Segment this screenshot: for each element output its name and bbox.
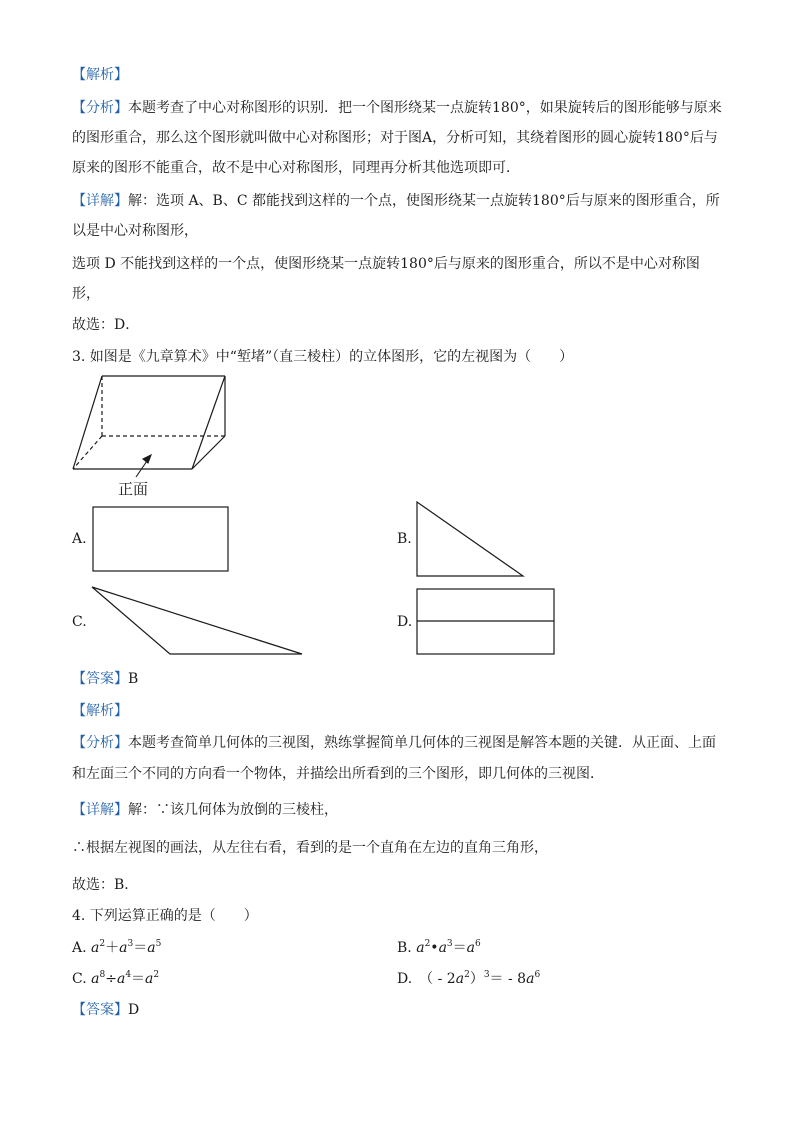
fenxi-line-1 <box>72 98 722 118</box>
answer-line: 故选：D． <box>72 317 140 333</box>
q3-fenxi-line-2: 和左面三个不同的方向看一个物体，并描绘出所看到的三个图形，即几何体的三视图． <box>72 766 604 782</box>
var: a <box>466 940 476 956</box>
q4-stem: 4. 下列运算正确的是（ ） <box>72 908 258 924</box>
q4-option-b-label: B. <box>397 940 417 956</box>
op: ÷ <box>105 971 117 987</box>
exp: 6 <box>534 970 541 980</box>
eq: ＝ <box>133 940 148 956</box>
q4-option-c-label: C. <box>72 971 92 987</box>
q4-option-d <box>397 968 540 988</box>
exp: 2 <box>424 939 431 949</box>
q3-fenxi-text-1: 本题考查简单几何体的三视图，熟练掌握简单几何体的三视图是解答本题的关键．从正面、上面 <box>128 735 716 751</box>
xiangjie-text-1: 解：选项 A、B、C 都能找到这样的一个点，使图形绕某一点旋转180°后与原来的图形重合，所 <box>128 193 720 209</box>
exp: 3 <box>446 939 453 949</box>
exp: 3 <box>483 970 490 980</box>
exp: 5 <box>155 939 162 949</box>
option-a-rectangle <box>92 506 232 574</box>
option-c-obtuse-triangle <box>91 586 307 660</box>
var: a <box>455 971 465 987</box>
fenxi-tag: 【分析】 <box>72 100 128 116</box>
op: ＋ <box>105 940 120 956</box>
eq: ＝ <box>452 940 467 956</box>
jiexi-tag: 【解析】 <box>72 67 128 83</box>
q4-option-c <box>72 968 159 988</box>
var: a <box>91 940 100 956</box>
q3-stem: 3. 如图是《九章算术》中“堑堵”（直三棱柱）的立体图形，它的左视图为（ ） <box>72 349 574 365</box>
var: a <box>145 971 154 987</box>
exp: 3 <box>127 939 134 949</box>
var: a <box>116 971 126 987</box>
q3-answer: B <box>128 671 139 687</box>
var: a <box>91 971 100 987</box>
option-c-label: C. <box>72 614 87 630</box>
q3-final-answer: 故选：B． <box>72 877 139 893</box>
option-d-label: D. <box>397 614 413 630</box>
exp: 2 <box>153 970 160 980</box>
q3-answer-line <box>72 669 138 689</box>
q3-jiexi-tag: 【解析】 <box>72 703 128 719</box>
eq: ＝ - 8 <box>489 971 527 987</box>
q4-answer-tag: 【答案】 <box>72 1002 128 1018</box>
exp: 4 <box>125 970 132 980</box>
xiangjie-line-4: 形， <box>72 286 100 302</box>
var: a <box>147 940 156 956</box>
q3-xiangjie-text-1: 解：∵该几何体为放倒的三棱柱， <box>128 802 338 818</box>
prism-figure <box>72 374 232 474</box>
eq: ＝ <box>131 971 146 987</box>
exp: 2 <box>464 970 470 980</box>
xiangjie-tag: 【详解】 <box>72 193 128 209</box>
q3-fenxi-line-1 <box>72 733 716 753</box>
xiangjie-line-2: 以是中心对称图形， <box>72 223 198 239</box>
fenxi-line-2: 的图形重合，那么这个图形就叫做中心对称图形；对于图A，分析可知，其绕着图形的圆心旋转180°后与 <box>72 130 718 146</box>
fenxi-line-3: 原来的图形不能重合，故不是中心对称图形，同理再分析其他选项即可． <box>72 160 520 176</box>
exp: 8 <box>99 970 106 980</box>
op: • <box>430 940 439 956</box>
q4-option-a-label: A. <box>72 940 92 956</box>
option-d-split-rectangle <box>416 588 558 658</box>
front-arrow <box>136 455 151 477</box>
q3-xiangjie-tag: 【详解】 <box>72 802 128 818</box>
q3-answer-tag: 【答案】 <box>72 671 128 687</box>
q4-option-b <box>397 937 481 957</box>
paren: ） <box>469 971 484 987</box>
q4-option-d-label: D. （ - 2 <box>397 971 456 987</box>
q3-xiangjie-line-1 <box>72 800 338 820</box>
xiangjie-line-3: 选项 D 不能找到这样的一个点，使图形绕某一点旋转180°后与原来的图形重合，所以不是中心对称图 <box>72 256 700 272</box>
q4-answer-line <box>72 1000 139 1020</box>
var: a <box>438 940 447 956</box>
exp: 2 <box>99 939 106 949</box>
var: a <box>119 940 128 956</box>
option-a-label: A. <box>72 531 87 547</box>
q3-xiangjie-line-2: ∴根据左视图的画法，从左往右看，看到的是一个直角在左边的直角三角形， <box>72 840 548 856</box>
fenxi-text-1: 本题考查了中心对称图形的识别．把一个图形绕某一点旋转180°，如果旋转后的图形能够与原来 <box>128 100 722 116</box>
option-b-right-triangle <box>416 501 528 581</box>
q4-option-a <box>72 937 161 957</box>
exp: 6 <box>475 939 481 949</box>
var: a <box>526 971 535 987</box>
xiangjie-line-1 <box>72 191 720 211</box>
option-b-label: B. <box>397 531 412 547</box>
var: a <box>416 940 425 956</box>
q4-answer: D <box>128 1002 140 1018</box>
front-label: 正面 <box>118 480 149 498</box>
q3-fenxi-tag: 【分析】 <box>72 735 128 751</box>
